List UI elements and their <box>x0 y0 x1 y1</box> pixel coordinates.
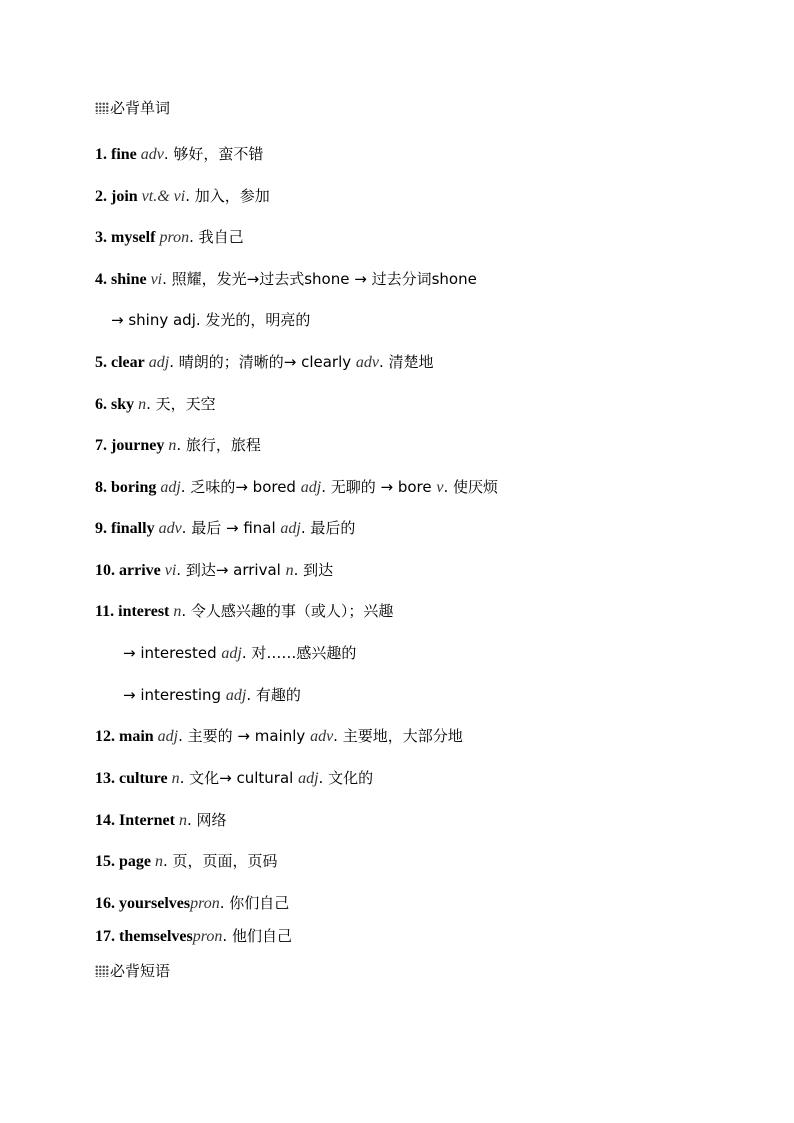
entry-16: 16. yourselvespron. 你们自己 <box>95 894 290 912</box>
entry-3: 3. myself pron. 我自己 <box>95 228 244 246</box>
entry-6: 6. sky n. 天，天空 <box>95 395 216 413</box>
entry-1: 1. fine adv. 够好，蛮不错 <box>95 145 264 163</box>
entry-7: 7. journey n. 旅行，旅程 <box>95 436 261 454</box>
entry-14: 14. Internet n. 网络 <box>95 811 227 829</box>
bullet-icon <box>95 965 109 977</box>
entry-5: 5. clear adj. 晴朗的；清晰的→ clearly adv. 清楚地 <box>95 353 434 371</box>
entry-11: 11. interest n. 令人感兴趣的事（或人）；兴趣 <box>95 602 394 620</box>
entry-8: 8. boring adj. 乏味的→ bored adj. 无聊的 → bore v. 使厌烦 <box>95 478 499 496</box>
section-heading-phrases: 必背短语 <box>95 961 170 981</box>
bullet-icon <box>95 102 109 114</box>
entry-17: 17. themselvespron. 他们自己 <box>95 927 292 945</box>
entry-11-derivative-1: → interested adj. 对……感兴趣的 <box>123 644 357 662</box>
entry-4: 4. shine vi. 照耀，发光→过去式shone → 过去分词shone <box>95 270 477 288</box>
entry-2: 2. join vt.& vi. 加入，参加 <box>95 187 270 205</box>
entry-4-derivative: → shiny adj. 发光的，明亮的 <box>111 311 311 329</box>
entry-10: 10. arrive vi. 到达→ arrival n. 到达 <box>95 561 334 579</box>
entry-15: 15. page n. 页，页面，页码 <box>95 852 278 870</box>
entry-13: 13. culture n. 文化→ cultural adj. 文化的 <box>95 769 374 787</box>
entry-11-derivative-2: → interesting adj. 有趣的 <box>123 686 301 704</box>
entry-12: 12. main adj. 主要的 → mainly adv. 主要地，大部分地 <box>95 727 463 745</box>
section-heading-words: 必背单词 <box>95 98 170 118</box>
entry-9: 9. finally adv. 最后 → final adj. 最后的 <box>95 519 356 537</box>
